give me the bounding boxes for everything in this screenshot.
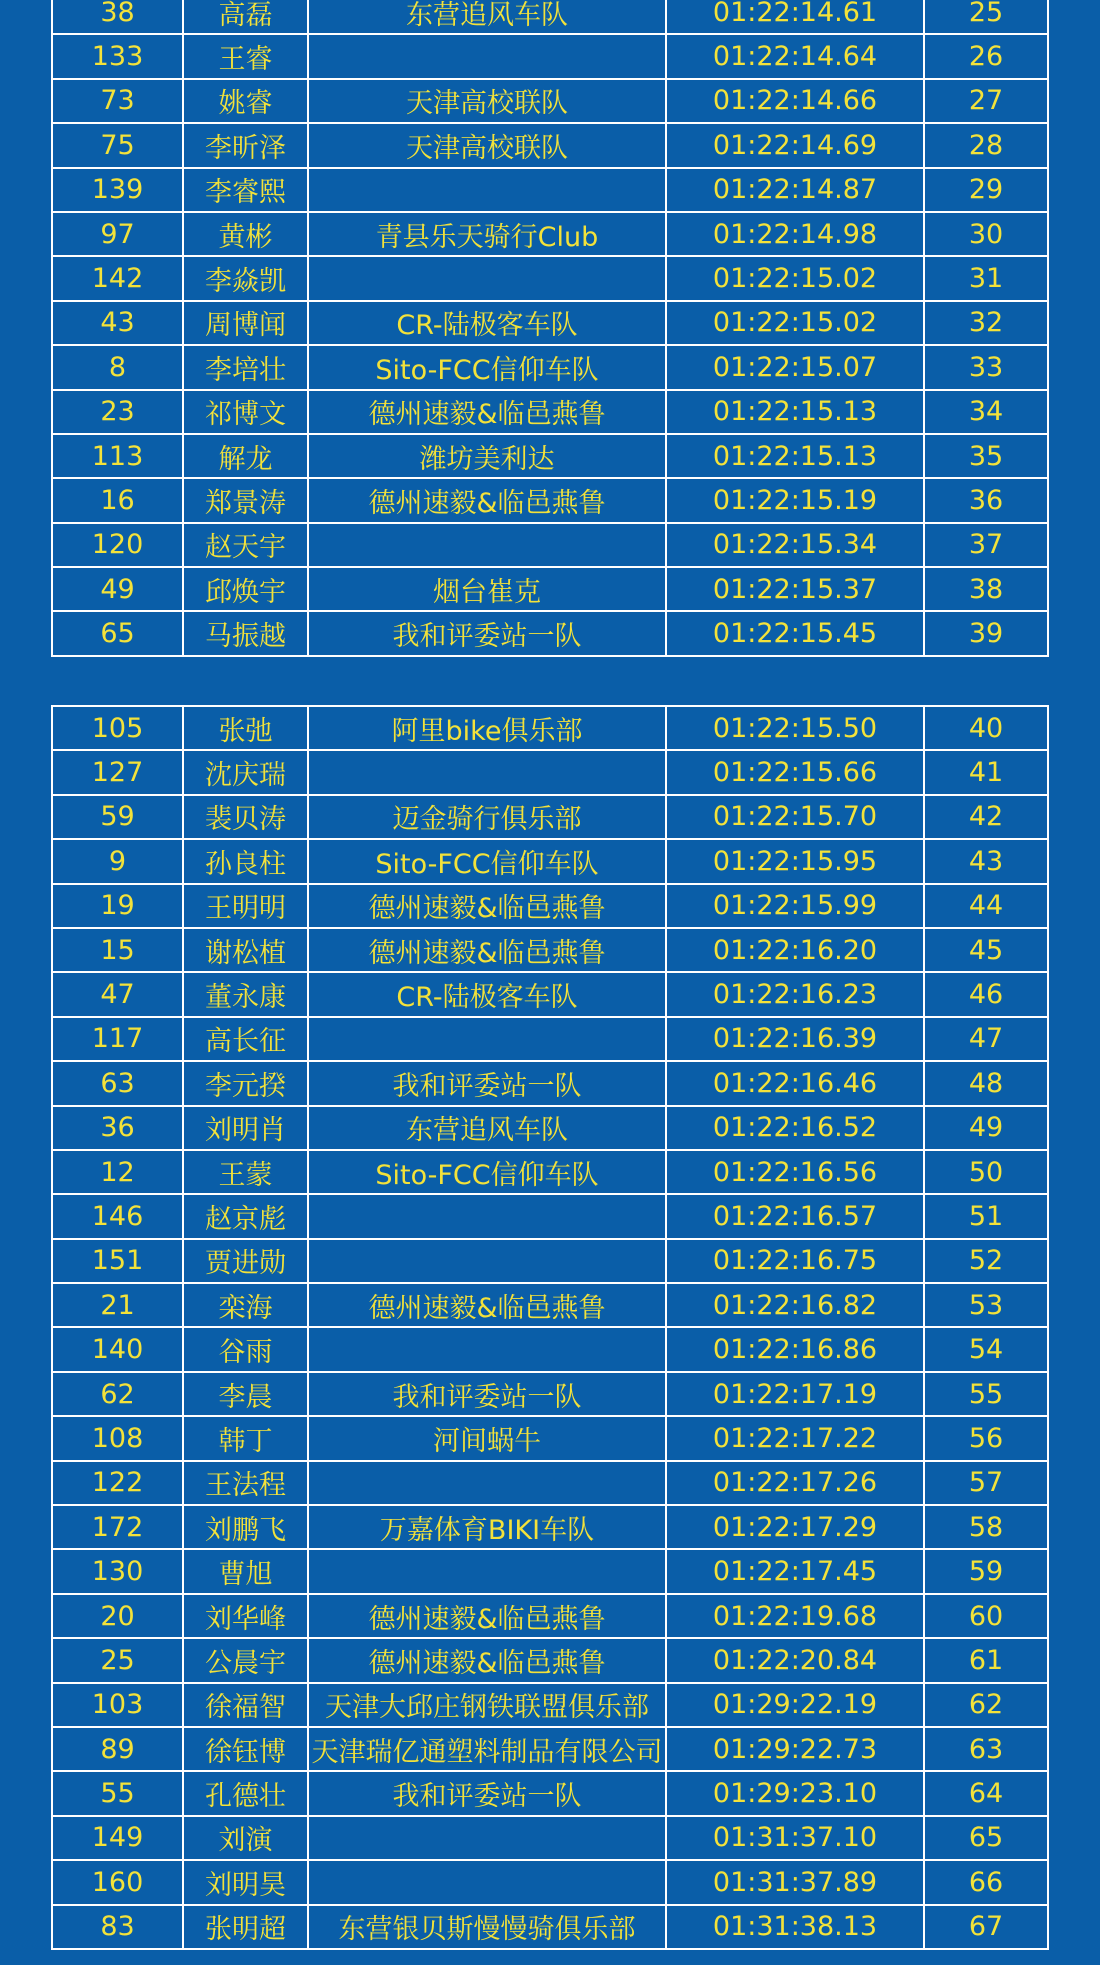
team-name-cell: Sito-FCC信仰车队 (308, 1150, 666, 1194)
team-name-cell (308, 34, 666, 78)
finish-time-cell: 01:22:17.45 (666, 1549, 924, 1593)
rank-cell: 35 (924, 434, 1048, 478)
rank-cell: 39 (924, 611, 1048, 655)
rider-name-cell: 周博闻 (183, 301, 308, 345)
finish-time-cell: 01:22:16.46 (666, 1061, 924, 1105)
rank-cell: 44 (924, 884, 1048, 928)
team-name-cell: 天津瑞亿通塑料制品有限公司 (308, 1727, 666, 1771)
finish-time-cell: 01:22:15.07 (666, 345, 924, 389)
rank-cell: 25 (924, 0, 1048, 34)
finish-time-cell: 01:22:15.70 (666, 795, 924, 839)
table-row (52, 1905, 1048, 1949)
team-name-cell (308, 1017, 666, 1061)
bib-number-cell: 113 (52, 434, 183, 478)
table-row (52, 1549, 1048, 1593)
bib-number-cell: 108 (52, 1416, 183, 1460)
team-name-cell: 阿里bike俱乐部 (308, 706, 666, 750)
rider-name-cell: 赵天宇 (183, 523, 308, 567)
team-name-cell: 德州速毅&临邑燕鲁 (308, 1638, 666, 1682)
team-name-cell (308, 523, 666, 567)
finish-time-cell: 01:22:14.66 (666, 79, 924, 123)
bib-number-cell: 149 (52, 1816, 183, 1860)
bib-number-cell: 117 (52, 1017, 183, 1061)
rider-name-cell: 邱焕宇 (183, 567, 308, 611)
table-row (52, 434, 1048, 478)
finish-time-cell: 01:31:38.13 (666, 1905, 924, 1949)
results-table-body (52, 706, 1048, 1949)
rider-name-cell: 李焱凯 (183, 256, 308, 300)
rider-name-cell: 谢松植 (183, 928, 308, 972)
rider-name-cell: 孔德壮 (183, 1771, 308, 1815)
rank-cell: 65 (924, 1816, 1048, 1860)
rank-cell: 33 (924, 345, 1048, 389)
table-row (52, 972, 1048, 1016)
bib-number-cell: 139 (52, 168, 183, 212)
bib-number-cell: 25 (52, 1638, 183, 1682)
table-row (52, 301, 1048, 345)
bib-number-cell: 63 (52, 1061, 183, 1105)
bib-number-cell: 160 (52, 1860, 183, 1904)
finish-time-cell: 01:29:23.10 (666, 1771, 924, 1815)
finish-time-cell: 01:22:15.02 (666, 301, 924, 345)
bib-number-cell: 120 (52, 523, 183, 567)
rank-cell: 31 (924, 256, 1048, 300)
team-name-cell: 东营银贝斯慢慢骑俱乐部 (308, 1905, 666, 1949)
rider-name-cell: 沈庆瑞 (183, 750, 308, 794)
finish-time-cell: 01:22:15.13 (666, 390, 924, 434)
rider-name-cell: 贾进勋 (183, 1239, 308, 1283)
results-table-body (52, 0, 1048, 656)
bib-number-cell: 21 (52, 1283, 183, 1327)
table-row (52, 1239, 1048, 1283)
team-name-cell (308, 1816, 666, 1860)
bib-number-cell: 89 (52, 1727, 183, 1771)
table-row (52, 1461, 1048, 1505)
rider-name-cell: 董永康 (183, 972, 308, 1016)
team-name-cell: 我和评委站一队 (308, 611, 666, 655)
table-row (52, 478, 1048, 522)
results-table-1 (51, 0, 1049, 657)
finish-time-cell: 01:22:16.57 (666, 1194, 924, 1238)
finish-time-cell: 01:22:19.68 (666, 1594, 924, 1638)
finish-time-cell: 01:22:17.26 (666, 1461, 924, 1505)
table-row (52, 839, 1048, 883)
rank-cell: 61 (924, 1638, 1048, 1682)
table-row (52, 79, 1048, 123)
rider-name-cell: 王明明 (183, 884, 308, 928)
rider-name-cell: 姚睿 (183, 79, 308, 123)
rank-cell: 48 (924, 1061, 1048, 1105)
bib-number-cell: 172 (52, 1505, 183, 1549)
table-row (52, 123, 1048, 167)
rank-cell: 34 (924, 390, 1048, 434)
rank-cell: 50 (924, 1150, 1048, 1194)
rank-cell: 30 (924, 212, 1048, 256)
finish-time-cell: 01:29:22.19 (666, 1683, 924, 1727)
team-name-cell: Sito-FCC信仰车队 (308, 839, 666, 883)
table-row (52, 1683, 1048, 1727)
rider-name-cell: 刘明昊 (183, 1860, 308, 1904)
rank-cell: 42 (924, 795, 1048, 839)
bib-number-cell: 15 (52, 928, 183, 972)
table-row (52, 1327, 1048, 1371)
rider-name-cell: 孙良柱 (183, 839, 308, 883)
bib-number-cell: 146 (52, 1194, 183, 1238)
rider-name-cell: 张明超 (183, 1905, 308, 1949)
table-row (52, 884, 1048, 928)
rank-cell: 64 (924, 1771, 1048, 1815)
bib-number-cell: 47 (52, 972, 183, 1016)
results-table-2 (51, 705, 1049, 1950)
rider-name-cell: 李晨 (183, 1372, 308, 1416)
team-name-cell (308, 256, 666, 300)
rider-name-cell: 曹旭 (183, 1549, 308, 1593)
team-name-cell (308, 1327, 666, 1371)
team-name-cell (308, 1860, 666, 1904)
bib-number-cell: 19 (52, 884, 183, 928)
table-row (52, 1860, 1048, 1904)
team-name-cell: 迈金骑行俱乐部 (308, 795, 666, 839)
table-row (52, 795, 1048, 839)
bib-number-cell: 8 (52, 345, 183, 389)
finish-time-cell: 01:22:16.56 (666, 1150, 924, 1194)
rider-name-cell: 王法程 (183, 1461, 308, 1505)
team-name-cell (308, 750, 666, 794)
team-name-cell: 天津高校联队 (308, 123, 666, 167)
bib-number-cell: 73 (52, 79, 183, 123)
rider-name-cell: 刘鹏飞 (183, 1505, 308, 1549)
rider-name-cell: 解龙 (183, 434, 308, 478)
table-row (52, 1017, 1048, 1061)
bib-number-cell: 9 (52, 839, 183, 883)
team-name-cell: CR-陆极客车队 (308, 972, 666, 1016)
table-row (52, 750, 1048, 794)
rank-cell: 63 (924, 1727, 1048, 1771)
rank-cell: 29 (924, 168, 1048, 212)
team-name-cell: 东营追风车队 (308, 0, 666, 34)
bib-number-cell: 23 (52, 390, 183, 434)
rank-cell: 60 (924, 1594, 1048, 1638)
rider-name-cell: 高长征 (183, 1017, 308, 1061)
finish-time-cell: 01:22:16.52 (666, 1106, 924, 1150)
rank-cell: 45 (924, 928, 1048, 972)
table-row (52, 256, 1048, 300)
table-row (52, 345, 1048, 389)
team-name-cell (308, 1239, 666, 1283)
rider-name-cell: 黄彬 (183, 212, 308, 256)
team-name-cell: 我和评委站一队 (308, 1372, 666, 1416)
rider-name-cell: 裴贝涛 (183, 795, 308, 839)
rank-cell: 62 (924, 1683, 1048, 1727)
finish-time-cell: 01:22:15.45 (666, 611, 924, 655)
rider-name-cell: 李昕泽 (183, 123, 308, 167)
bib-number-cell: 12 (52, 1150, 183, 1194)
rank-cell: 66 (924, 1860, 1048, 1904)
rank-cell: 52 (924, 1239, 1048, 1283)
bib-number-cell: 59 (52, 795, 183, 839)
team-name-cell: CR-陆极客车队 (308, 301, 666, 345)
finish-time-cell: 01:22:16.39 (666, 1017, 924, 1061)
bib-number-cell: 130 (52, 1549, 183, 1593)
bib-number-cell: 16 (52, 478, 183, 522)
rider-name-cell: 李培壮 (183, 345, 308, 389)
rank-cell: 26 (924, 34, 1048, 78)
rank-cell: 53 (924, 1283, 1048, 1327)
bib-number-cell: 133 (52, 34, 183, 78)
rider-name-cell: 韩丁 (183, 1416, 308, 1460)
rank-cell: 57 (924, 1461, 1048, 1505)
rank-cell: 28 (924, 123, 1048, 167)
rank-cell: 32 (924, 301, 1048, 345)
rank-cell: 37 (924, 523, 1048, 567)
rider-name-cell: 李元揆 (183, 1061, 308, 1105)
bib-number-cell: 140 (52, 1327, 183, 1371)
rider-name-cell: 郑景涛 (183, 478, 308, 522)
rank-cell: 47 (924, 1017, 1048, 1061)
rank-cell: 58 (924, 1505, 1048, 1549)
rider-name-cell: 高磊 (183, 0, 308, 34)
rank-cell: 54 (924, 1327, 1048, 1371)
table-row (52, 611, 1048, 655)
rank-cell: 59 (924, 1549, 1048, 1593)
finish-time-cell: 01:22:15.13 (666, 434, 924, 478)
bib-number-cell: 20 (52, 1594, 183, 1638)
rider-name-cell: 马振越 (183, 611, 308, 655)
finish-time-cell: 01:31:37.89 (666, 1860, 924, 1904)
rider-name-cell: 公晨宇 (183, 1638, 308, 1682)
bib-number-cell: 103 (52, 1683, 183, 1727)
team-name-cell: 德州速毅&临邑燕鲁 (308, 478, 666, 522)
finish-time-cell: 01:22:15.95 (666, 839, 924, 883)
finish-time-cell: 01:29:22.73 (666, 1727, 924, 1771)
team-name-cell: Sito-FCC信仰车队 (308, 345, 666, 389)
finish-time-cell: 01:22:14.69 (666, 123, 924, 167)
team-name-cell: 万嘉体育BIKI车队 (308, 1505, 666, 1549)
table-row (52, 1594, 1048, 1638)
rank-cell: 51 (924, 1194, 1048, 1238)
rank-cell: 49 (924, 1106, 1048, 1150)
rank-cell: 67 (924, 1905, 1048, 1949)
rank-cell: 46 (924, 972, 1048, 1016)
bib-number-cell: 122 (52, 1461, 183, 1505)
rank-cell: 43 (924, 839, 1048, 883)
rider-name-cell: 谷雨 (183, 1327, 308, 1371)
rider-name-cell: 王蒙 (183, 1150, 308, 1194)
rider-name-cell: 赵京彪 (183, 1194, 308, 1238)
bib-number-cell: 62 (52, 1372, 183, 1416)
team-name-cell: 东营追风车队 (308, 1106, 666, 1150)
finish-time-cell: 01:22:15.99 (666, 884, 924, 928)
rank-cell: 56 (924, 1416, 1048, 1460)
finish-time-cell: 01:22:16.23 (666, 972, 924, 1016)
finish-time-cell: 01:22:15.34 (666, 523, 924, 567)
finish-time-cell: 01:22:17.19 (666, 1372, 924, 1416)
finish-time-cell: 01:22:15.37 (666, 567, 924, 611)
finish-time-cell: 01:22:16.82 (666, 1283, 924, 1327)
finish-time-cell: 01:22:14.64 (666, 34, 924, 78)
team-name-cell: 青县乐天骑行Club (308, 212, 666, 256)
table-row (52, 0, 1048, 34)
rank-cell: 27 (924, 79, 1048, 123)
finish-time-cell: 01:22:15.19 (666, 478, 924, 522)
bib-number-cell: 43 (52, 301, 183, 345)
rider-name-cell: 刘演 (183, 1816, 308, 1860)
table-row (52, 523, 1048, 567)
team-name-cell: 天津大邱庄钢铁联盟俱乐部 (308, 1683, 666, 1727)
table-row (52, 168, 1048, 212)
finish-time-cell: 01:22:17.22 (666, 1416, 924, 1460)
rank-cell: 41 (924, 750, 1048, 794)
team-name-cell (308, 168, 666, 212)
rider-name-cell: 祁博文 (183, 390, 308, 434)
finish-time-cell: 01:22:16.20 (666, 928, 924, 972)
team-name-cell: 德州速毅&临邑燕鲁 (308, 928, 666, 972)
rider-name-cell: 刘华峰 (183, 1594, 308, 1638)
table-row (52, 1816, 1048, 1860)
rider-name-cell: 刘明肖 (183, 1106, 308, 1150)
finish-time-cell: 01:22:14.61 (666, 0, 924, 34)
table-row (52, 1372, 1048, 1416)
table-row (52, 1771, 1048, 1815)
bib-number-cell: 55 (52, 1771, 183, 1815)
table-row (52, 390, 1048, 434)
team-name-cell: 德州速毅&临邑燕鲁 (308, 390, 666, 434)
team-name-cell (308, 1194, 666, 1238)
finish-time-cell: 01:22:14.87 (666, 168, 924, 212)
bib-number-cell: 151 (52, 1239, 183, 1283)
table-row (52, 1638, 1048, 1682)
bib-number-cell: 83 (52, 1905, 183, 1949)
bib-number-cell: 36 (52, 1106, 183, 1150)
bib-number-cell: 65 (52, 611, 183, 655)
table-row (52, 212, 1048, 256)
finish-time-cell: 01:22:20.84 (666, 1638, 924, 1682)
table-row (52, 1150, 1048, 1194)
bib-number-cell: 97 (52, 212, 183, 256)
team-name-cell: 我和评委站一队 (308, 1061, 666, 1105)
rider-name-cell: 徐福智 (183, 1683, 308, 1727)
rider-name-cell: 王睿 (183, 34, 308, 78)
team-name-cell: 潍坊美利达 (308, 434, 666, 478)
table-row (52, 1416, 1048, 1460)
table-row (52, 1194, 1048, 1238)
finish-time-cell: 01:22:14.98 (666, 212, 924, 256)
finish-time-cell: 01:22:17.29 (666, 1505, 924, 1549)
bib-number-cell: 49 (52, 567, 183, 611)
bib-number-cell: 127 (52, 750, 183, 794)
bib-number-cell: 38 (52, 0, 183, 34)
table-row (52, 1505, 1048, 1549)
team-name-cell (308, 1549, 666, 1593)
team-name-cell: 河间蜗牛 (308, 1416, 666, 1460)
bib-number-cell: 142 (52, 256, 183, 300)
bib-number-cell: 105 (52, 706, 183, 750)
team-name-cell: 德州速毅&临邑燕鲁 (308, 1283, 666, 1327)
team-name-cell: 德州速毅&临邑燕鲁 (308, 884, 666, 928)
team-name-cell: 天津高校联队 (308, 79, 666, 123)
finish-time-cell: 01:22:16.86 (666, 1327, 924, 1371)
rank-cell: 40 (924, 706, 1048, 750)
table-row (52, 1727, 1048, 1771)
finish-time-cell: 01:22:15.02 (666, 256, 924, 300)
table-row (52, 1283, 1048, 1327)
team-name-cell (308, 1461, 666, 1505)
rank-cell: 38 (924, 567, 1048, 611)
table-row (52, 34, 1048, 78)
table-row (52, 1106, 1048, 1150)
rank-cell: 55 (924, 1372, 1048, 1416)
table-row (52, 706, 1048, 750)
team-name-cell: 德州速毅&临邑燕鲁 (308, 1594, 666, 1638)
table-row (52, 567, 1048, 611)
rider-name-cell: 栾海 (183, 1283, 308, 1327)
table-row (52, 928, 1048, 972)
finish-time-cell: 01:22:15.66 (666, 750, 924, 794)
finish-time-cell: 01:31:37.10 (666, 1816, 924, 1860)
bib-number-cell: 75 (52, 123, 183, 167)
table-row (52, 1061, 1048, 1105)
finish-time-cell: 01:22:16.75 (666, 1239, 924, 1283)
team-name-cell: 烟台崔克 (308, 567, 666, 611)
rider-name-cell: 李睿熙 (183, 168, 308, 212)
rider-name-cell: 徐钰博 (183, 1727, 308, 1771)
team-name-cell: 我和评委站一队 (308, 1771, 666, 1815)
rank-cell: 36 (924, 478, 1048, 522)
rider-name-cell: 张弛 (183, 706, 308, 750)
finish-time-cell: 01:22:15.50 (666, 706, 924, 750)
